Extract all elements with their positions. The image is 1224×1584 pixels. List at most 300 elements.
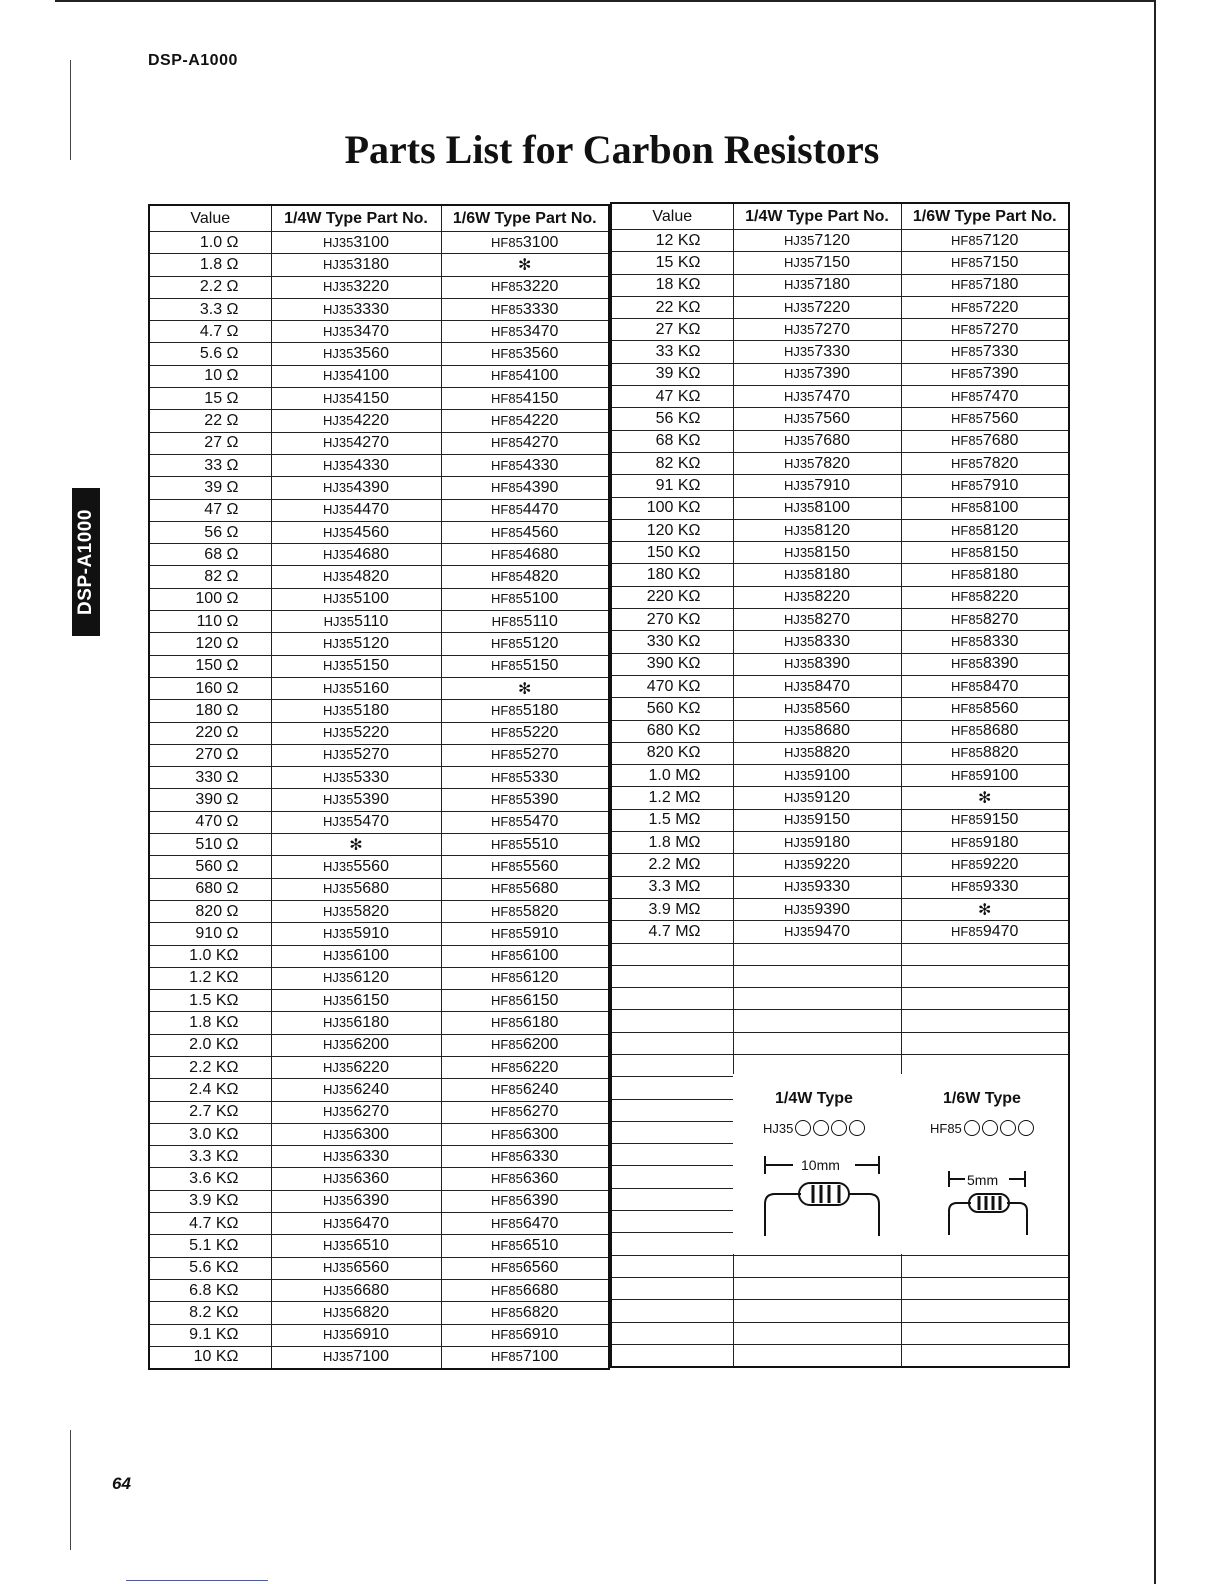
resistance-value: 560 KΩ bbox=[611, 698, 733, 720]
part-prefix: HJ35 bbox=[784, 277, 815, 293]
part-number: 7470 bbox=[982, 387, 1019, 405]
part-prefix: HF85 bbox=[951, 767, 983, 783]
part-prefix: HJ35 bbox=[323, 1327, 354, 1343]
resistance-value: 270 KΩ bbox=[611, 609, 733, 631]
part-prefix: HJ35 bbox=[323, 792, 354, 808]
sixth-watt-part-no bbox=[901, 274, 1069, 296]
part-number: 4100 bbox=[353, 367, 389, 385]
part-number: 4390 bbox=[522, 478, 559, 496]
sixth-watt-part-no bbox=[441, 321, 609, 343]
quarter-watt-part-no bbox=[271, 1257, 441, 1279]
part-number: 3220 bbox=[353, 278, 389, 296]
resistance-value: 2.7 KΩ bbox=[149, 1101, 271, 1123]
col-header-value: Value bbox=[611, 203, 733, 230]
sixth-watt-part-no bbox=[901, 809, 1069, 831]
table-row bbox=[149, 544, 609, 566]
sixth-watt-part-no bbox=[901, 609, 1069, 631]
part-number: 8270 bbox=[814, 610, 850, 628]
resistance-value: 3.0 KΩ bbox=[149, 1123, 271, 1145]
quarter-watt-part-no bbox=[733, 720, 901, 742]
empty-cell bbox=[901, 1255, 1069, 1277]
part-number: 4330 bbox=[522, 456, 559, 474]
part-prefix: HJ35 bbox=[323, 1349, 354, 1365]
resistance-value: 1.0 Ω bbox=[149, 232, 271, 254]
table-row bbox=[149, 321, 609, 343]
sixth-watt-part-no bbox=[901, 542, 1069, 564]
resistance-value: 910 Ω bbox=[149, 923, 271, 945]
empty-cell bbox=[611, 1344, 733, 1367]
part-prefix: HJ35 bbox=[323, 1148, 354, 1164]
resistance-value: 82 Ω bbox=[149, 566, 271, 588]
sixth-watt-part-no bbox=[441, 923, 609, 945]
empty-row bbox=[611, 1322, 1069, 1344]
part-number: 9470 bbox=[814, 922, 850, 940]
resistance-value: 47 Ω bbox=[149, 499, 271, 521]
resistance-value: 68 Ω bbox=[149, 544, 271, 566]
part-prefix: HF85 bbox=[491, 301, 523, 317]
quarter-watt-part-no bbox=[271, 1079, 441, 1101]
empty-cell bbox=[611, 1121, 733, 1143]
part-number: 6270 bbox=[522, 1103, 559, 1121]
sixth-watt-part-no bbox=[441, 1079, 609, 1101]
sixth-watt-part-no bbox=[441, 900, 609, 922]
quarter-watt-part-no bbox=[271, 655, 441, 677]
empty-cell bbox=[733, 943, 901, 965]
table-row bbox=[149, 1079, 609, 1101]
part-prefix: HF85 bbox=[491, 546, 523, 562]
part-prefix: HF85 bbox=[491, 413, 523, 429]
resistance-value: 100 KΩ bbox=[611, 497, 733, 519]
part-number: 4470 bbox=[522, 501, 559, 519]
part-number: 6390 bbox=[522, 1192, 559, 1210]
part-prefix: HF85 bbox=[951, 522, 983, 538]
part-prefix: HF85 bbox=[951, 567, 983, 583]
table-row bbox=[149, 923, 609, 945]
quarter-watt-part-no bbox=[271, 298, 441, 320]
part-prefix: HF85 bbox=[491, 569, 523, 585]
part-number: 9150 bbox=[982, 811, 1019, 829]
part-number: 7270 bbox=[982, 320, 1019, 338]
part-prefix: HJ35 bbox=[784, 567, 815, 583]
part-number: 6820 bbox=[522, 1303, 559, 1321]
empty-cell bbox=[611, 1255, 733, 1277]
quarter-watt-part-no bbox=[271, 1012, 441, 1034]
right-rule bbox=[1154, 0, 1156, 1584]
empty-row bbox=[611, 988, 1069, 1010]
part-prefix: HJ35 bbox=[323, 1081, 354, 1097]
quarter-watt-part-no: ✻ bbox=[271, 834, 441, 856]
quarter-watt-part-no bbox=[271, 856, 441, 878]
empty-cell bbox=[901, 988, 1069, 1010]
part-number: 6240 bbox=[522, 1080, 559, 1098]
table-row bbox=[149, 878, 609, 900]
quarter-watt-part-no bbox=[271, 677, 441, 699]
part-prefix: HF85 bbox=[491, 903, 523, 919]
part-prefix: HF85 bbox=[491, 479, 523, 495]
part-prefix: HJ35 bbox=[784, 232, 815, 248]
empty-cell bbox=[733, 965, 901, 987]
sixth-watt-part-no bbox=[441, 967, 609, 989]
side-tab-label: DSP-A1000 bbox=[75, 509, 96, 615]
legend-quarter-watt-title: 1/4W Type bbox=[775, 1090, 853, 1107]
part-prefix: HF85 bbox=[951, 254, 983, 270]
part-number: 5220 bbox=[522, 724, 559, 742]
table-row bbox=[611, 519, 1069, 541]
part-prefix: HF85 bbox=[491, 769, 523, 785]
part-number: 5390 bbox=[353, 791, 389, 809]
type-legend bbox=[733, 1074, 1068, 1254]
quarter-watt-part-no bbox=[271, 1346, 441, 1369]
part-number: 5910 bbox=[353, 924, 389, 942]
table-row bbox=[149, 343, 609, 365]
quarter-watt-part-no bbox=[733, 809, 901, 831]
table-row bbox=[149, 388, 609, 410]
quarter-watt-part-no bbox=[271, 1235, 441, 1257]
part-number: 6510 bbox=[353, 1237, 389, 1254]
quarter-watt-part-no bbox=[271, 1213, 441, 1235]
sixth-watt-part-no bbox=[901, 832, 1069, 854]
quarter-watt-part-no bbox=[271, 611, 441, 633]
quarter-watt-part-no bbox=[733, 586, 901, 608]
empty-cell bbox=[611, 988, 733, 1010]
part-prefix: HJ35 bbox=[784, 834, 815, 850]
resistance-value: 1.0 MΩ bbox=[611, 765, 733, 787]
empty-cell bbox=[733, 1344, 901, 1367]
table-header-row bbox=[149, 205, 609, 232]
empty-cell bbox=[611, 1144, 733, 1166]
part-number: 6910 bbox=[522, 1326, 559, 1344]
sixth-watt-part-no bbox=[441, 544, 609, 566]
empty-cell bbox=[901, 1300, 1069, 1322]
table-row bbox=[149, 276, 609, 298]
table-row bbox=[149, 856, 609, 878]
resistance-value: 330 Ω bbox=[149, 767, 271, 789]
sixth-watt-part-no bbox=[441, 1279, 609, 1301]
part-prefix: HF85 bbox=[491, 1148, 523, 1164]
part-prefix: HF85 bbox=[491, 1193, 523, 1209]
quarter-watt-part-no bbox=[271, 388, 441, 410]
part-prefix: HJ35 bbox=[784, 923, 815, 939]
quarter-watt-part-no bbox=[271, 1302, 441, 1324]
part-number: 8100 bbox=[814, 499, 850, 517]
resistance-value: 1.8 MΩ bbox=[611, 832, 733, 854]
sixth-watt-part-no bbox=[441, 388, 609, 410]
part-number: 4470 bbox=[353, 501, 389, 519]
part-prefix: HF85 bbox=[491, 1059, 523, 1075]
quarter-watt-part-no bbox=[271, 923, 441, 945]
part-prefix: HJ35 bbox=[784, 254, 815, 270]
sixth-watt-part-no bbox=[901, 319, 1069, 341]
part-number: 5180 bbox=[522, 701, 559, 719]
part-prefix: HJ35 bbox=[323, 925, 354, 941]
resistance-value: 330 KΩ bbox=[611, 631, 733, 653]
sixth-watt-part-no bbox=[441, 1034, 609, 1056]
part-prefix: HJ35 bbox=[784, 589, 815, 605]
part-prefix: HF85 bbox=[491, 323, 523, 339]
part-number: 6560 bbox=[353, 1259, 389, 1277]
part-number: 5120 bbox=[353, 634, 389, 652]
part-number: 5820 bbox=[353, 902, 389, 920]
table-row bbox=[611, 296, 1069, 318]
empty-cell bbox=[901, 1344, 1069, 1367]
part-prefix: HJ35 bbox=[323, 658, 354, 674]
resistance-value: 820 Ω bbox=[149, 900, 271, 922]
table-row bbox=[149, 1213, 609, 1235]
sixth-watt-part-no bbox=[441, 365, 609, 387]
sixth-watt-part-no bbox=[441, 633, 609, 655]
resistance-value: 56 Ω bbox=[149, 521, 271, 543]
table-row bbox=[611, 876, 1069, 898]
part-number: 5680 bbox=[353, 880, 389, 898]
part-number: 9330 bbox=[982, 878, 1019, 896]
part-prefix: HJ35 bbox=[323, 702, 354, 718]
part-number: 5270 bbox=[353, 746, 389, 764]
part-prefix: HJ35 bbox=[784, 633, 815, 649]
quarter-watt-part-no bbox=[271, 410, 441, 432]
empty-cell bbox=[733, 1300, 901, 1322]
sixth-watt-part-no bbox=[901, 296, 1069, 318]
resistance-value: 470 Ω bbox=[149, 811, 271, 833]
sixth-watt-part-no bbox=[441, 276, 609, 298]
table-row bbox=[611, 609, 1069, 631]
empty-cell bbox=[611, 1032, 733, 1054]
table-row bbox=[149, 1302, 609, 1324]
quarter-watt-part-no bbox=[733, 452, 901, 474]
part-number: 4820 bbox=[353, 568, 389, 586]
part-prefix: HJ35 bbox=[323, 992, 354, 1008]
quarter-watt-part-no bbox=[271, 321, 441, 343]
resistance-value: 6.8 KΩ bbox=[149, 1279, 271, 1301]
part-prefix: HJ35 bbox=[323, 234, 354, 250]
quarter-watt-part-no bbox=[271, 544, 441, 566]
part-number: 6820 bbox=[353, 1303, 389, 1321]
part-number: 5390 bbox=[522, 791, 559, 809]
part-prefix: HJ35 bbox=[784, 299, 815, 315]
part-prefix: HF85 bbox=[491, 970, 523, 986]
resistance-value: 3.9 KΩ bbox=[149, 1190, 271, 1212]
empty-row bbox=[611, 1032, 1069, 1054]
table-row bbox=[149, 454, 609, 476]
table-row bbox=[149, 1123, 609, 1145]
table-row bbox=[149, 1279, 609, 1301]
part-number: 9180 bbox=[982, 833, 1019, 851]
empty-cell bbox=[611, 1322, 733, 1344]
resistance-value: 180 Ω bbox=[149, 700, 271, 722]
table-row bbox=[611, 274, 1069, 296]
quarter-watt-part-no bbox=[733, 765, 901, 787]
table-row bbox=[611, 430, 1069, 452]
table-row bbox=[611, 720, 1069, 742]
sixth-watt-part-no bbox=[441, 1012, 609, 1034]
part-number: 7560 bbox=[982, 410, 1019, 428]
part-number: 7910 bbox=[982, 476, 1019, 494]
resistance-value: 15 Ω bbox=[149, 388, 271, 410]
table-row bbox=[149, 1012, 609, 1034]
part-number: 3560 bbox=[522, 345, 559, 363]
resistance-value: 3.3 MΩ bbox=[611, 876, 733, 898]
resistance-value: 1.5 MΩ bbox=[611, 809, 733, 831]
sixth-watt-part-no bbox=[441, 1146, 609, 1168]
part-prefix: HF85 bbox=[951, 678, 983, 694]
part-number: 6220 bbox=[522, 1058, 559, 1076]
part-prefix: HJ35 bbox=[323, 1171, 354, 1187]
sixth-watt-part-no bbox=[441, 767, 609, 789]
table-row bbox=[611, 475, 1069, 497]
sixth-watt-part-no bbox=[901, 519, 1069, 541]
table-row bbox=[611, 675, 1069, 697]
resistance-value: 82 KΩ bbox=[611, 452, 733, 474]
sixth-watt-part-no bbox=[441, 432, 609, 454]
part-prefix: HF85 bbox=[491, 635, 523, 651]
table-row bbox=[149, 1146, 609, 1168]
sixth-watt-part-no bbox=[901, 698, 1069, 720]
part-prefix: HJ35 bbox=[323, 1304, 354, 1320]
part-prefix: HJ35 bbox=[323, 1104, 354, 1120]
sixth-watt-part-no bbox=[901, 408, 1069, 430]
part-number: 5180 bbox=[353, 701, 389, 719]
part-number: 9390 bbox=[814, 900, 850, 918]
sixth-watt-part-no bbox=[441, 1101, 609, 1123]
sixth-watt-part-no bbox=[441, 1302, 609, 1324]
sixth-watt-part-no bbox=[901, 653, 1069, 675]
empty-cell bbox=[733, 1032, 901, 1054]
part-number: 7180 bbox=[982, 276, 1019, 294]
table-row bbox=[149, 365, 609, 387]
quarter-watt-part-no bbox=[733, 631, 901, 653]
part-prefix: HF85 bbox=[491, 1282, 523, 1298]
quarter-watt-part-no bbox=[733, 898, 901, 920]
part-number: 4680 bbox=[353, 545, 389, 563]
part-prefix: HF85 bbox=[951, 700, 983, 716]
part-prefix: HF85 bbox=[491, 1126, 523, 1142]
resistance-value: 220 KΩ bbox=[611, 586, 733, 608]
part-prefix: HJ35 bbox=[784, 411, 815, 427]
sixth-watt-part-no bbox=[441, 811, 609, 833]
part-prefix: HJ35 bbox=[784, 656, 815, 672]
table-row bbox=[149, 967, 609, 989]
part-prefix: HF85 bbox=[491, 457, 523, 473]
table-row bbox=[149, 410, 609, 432]
part-prefix: HJ35 bbox=[323, 1015, 354, 1031]
table-row bbox=[611, 854, 1069, 876]
sixth-watt-part-no bbox=[901, 876, 1069, 898]
quarter-watt-part-no bbox=[733, 564, 901, 586]
part-number: 3180 bbox=[353, 255, 389, 273]
quarter-watt-part-no bbox=[733, 274, 901, 296]
empty-cell bbox=[733, 1277, 901, 1299]
part-number: 9220 bbox=[982, 855, 1019, 873]
table-row bbox=[611, 452, 1069, 474]
part-prefix: HF85 bbox=[951, 544, 983, 560]
part-number: 9100 bbox=[982, 766, 1019, 784]
quarter-watt-part-no bbox=[733, 653, 901, 675]
quarter-watt-part-no bbox=[271, 967, 441, 989]
empty-cell bbox=[733, 1322, 901, 1344]
quarter-watt-part-no bbox=[733, 542, 901, 564]
part-prefix: HJ35 bbox=[323, 502, 354, 518]
sixth-watt-part-no bbox=[441, 1257, 609, 1279]
quarter-watt-part-no bbox=[271, 254, 441, 276]
table-row bbox=[149, 432, 609, 454]
part-prefix: HJ35 bbox=[323, 457, 354, 473]
table-row bbox=[149, 655, 609, 677]
quarter-watt-part-no bbox=[271, 1190, 441, 1212]
part-number: 6680 bbox=[353, 1281, 389, 1299]
table-row bbox=[611, 653, 1069, 675]
part-number: 8680 bbox=[814, 722, 850, 740]
resistance-value: 2.2 MΩ bbox=[611, 854, 733, 876]
resistance-value: 68 KΩ bbox=[611, 430, 733, 452]
col-header-quarter-watt: 1/4W Type Part No. bbox=[271, 205, 441, 232]
table-row bbox=[611, 586, 1069, 608]
part-prefix: HF85 bbox=[491, 836, 523, 852]
part-number: 6330 bbox=[353, 1147, 389, 1165]
quarter-watt-part-no bbox=[271, 432, 441, 454]
part-number: 8180 bbox=[814, 566, 850, 584]
sixth-watt-part-no bbox=[441, 410, 609, 432]
resistance-value: 15 KΩ bbox=[611, 252, 733, 274]
sixth-watt-part-no bbox=[901, 363, 1069, 385]
part-number: 9470 bbox=[982, 922, 1019, 940]
part-prefix: HJ35 bbox=[323, 1215, 354, 1231]
part-prefix: HF85 bbox=[951, 589, 983, 605]
part-number: 7390 bbox=[814, 365, 850, 383]
part-prefix: HJ35 bbox=[784, 767, 815, 783]
resistance-value: 220 Ω bbox=[149, 722, 271, 744]
quarter-watt-part-no bbox=[733, 519, 901, 541]
table-row bbox=[149, 521, 609, 543]
part-number: 7120 bbox=[982, 231, 1019, 249]
resistance-value: 270 Ω bbox=[149, 744, 271, 766]
col-header-value: Value bbox=[149, 205, 271, 232]
table-row bbox=[149, 1101, 609, 1123]
quarter-watt-part-no bbox=[271, 477, 441, 499]
part-prefix: HJ35 bbox=[323, 680, 354, 696]
part-number: 5330 bbox=[522, 768, 559, 786]
resistance-value: 150 Ω bbox=[149, 655, 271, 677]
resistance-value: 5.1 KΩ bbox=[149, 1235, 271, 1257]
part-number: 4560 bbox=[353, 523, 389, 541]
sixth-watt-part-no bbox=[901, 720, 1069, 742]
part-number: 5470 bbox=[353, 813, 389, 831]
part-prefix: HF85 bbox=[951, 745, 983, 761]
table-row bbox=[611, 363, 1069, 385]
part-number: 7820 bbox=[814, 454, 850, 472]
empty-cell bbox=[901, 1010, 1069, 1032]
part-number: 5160 bbox=[353, 679, 389, 697]
parts-table-left bbox=[148, 204, 610, 1370]
part-number: 6100 bbox=[522, 947, 559, 965]
sixth-watt-part-no bbox=[901, 765, 1069, 787]
part-prefix: HJ35 bbox=[323, 858, 354, 874]
sixth-watt-part-no bbox=[441, 499, 609, 521]
page-title: Parts List for Carbon Resistors bbox=[344, 127, 880, 172]
resistance-value: 390 KΩ bbox=[611, 653, 733, 675]
empty-row bbox=[611, 1277, 1069, 1299]
part-prefix: HJ35 bbox=[323, 368, 354, 384]
part-number: 8270 bbox=[982, 610, 1019, 628]
part-prefix: HJ35 bbox=[784, 477, 815, 493]
part-prefix: HJ35 bbox=[784, 544, 815, 560]
empty-cell bbox=[611, 965, 733, 987]
sixth-watt-part-no bbox=[441, 1056, 609, 1078]
part-number: 7220 bbox=[982, 298, 1019, 316]
resistance-value: 8.2 KΩ bbox=[149, 1302, 271, 1324]
legend-sixth-watt-code bbox=[930, 1120, 1034, 1137]
sixth-watt-part-no bbox=[901, 386, 1069, 408]
sixth-watt-part-no: ✻ bbox=[901, 898, 1069, 920]
part-prefix: HF85 bbox=[491, 524, 523, 540]
